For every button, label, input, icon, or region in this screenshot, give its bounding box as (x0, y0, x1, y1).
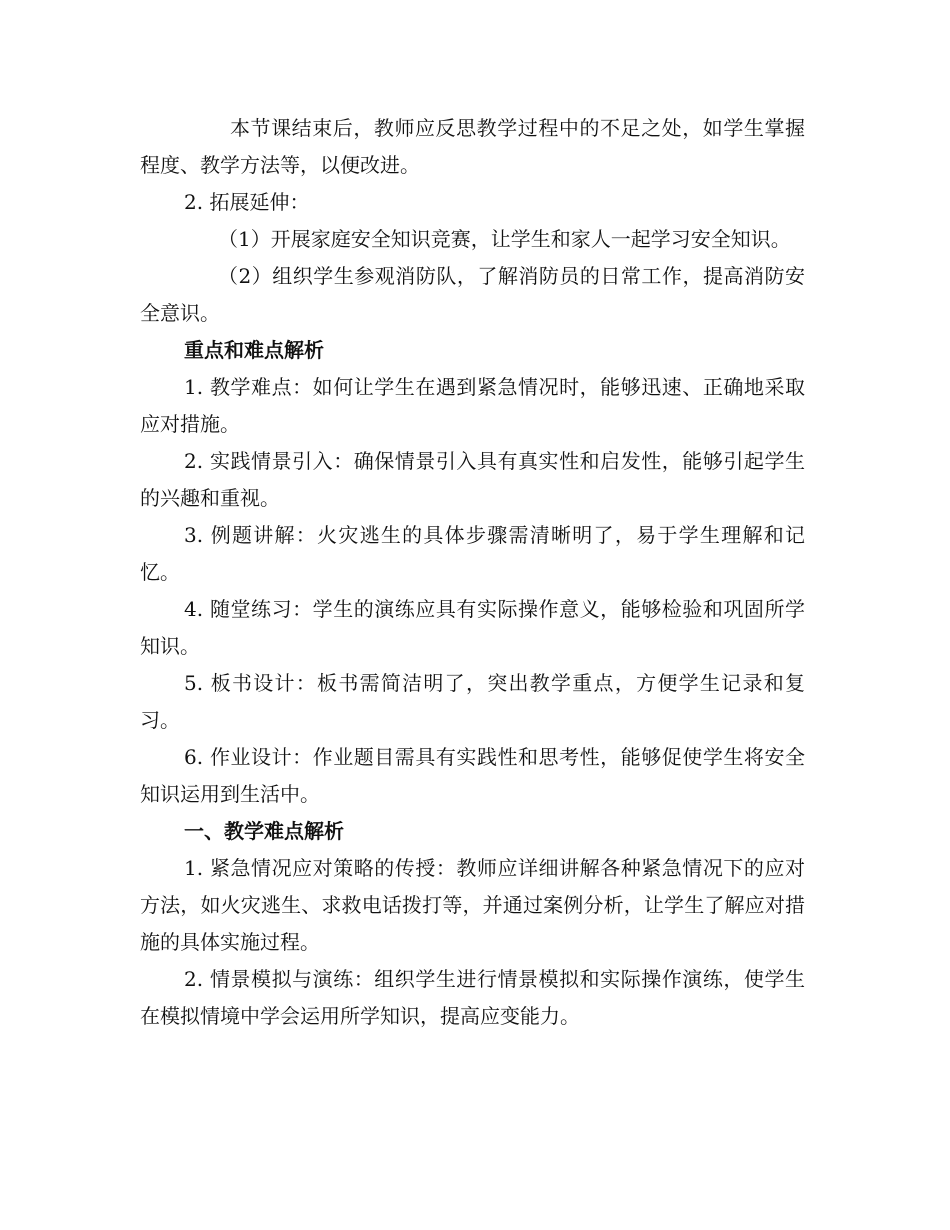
extension-item-1: （1）开展家庭安全知识竞赛，让学生和家人一起学习安全知识。 (218, 227, 791, 251)
key-point-item: 3. 例题讲解：火灾逃生的具体步骤需清晰明了，易于学生理解和记忆。 (140, 523, 805, 584)
extension-item-2: （2）组织学生参观消防队，了解消防员的日常工作，提高消防安全意识。 (140, 264, 805, 325)
section-heading-key-points: 重点和难点解析 (184, 338, 324, 362)
difficulty-item: 1. 紧急情况应对策略的传授：教师应详细讲解各种紧急情况下的应对方法，如火灾逃生、求救电话拨打等，并通过案例分析，让学生了解应对措施的具体实施过程。 (140, 856, 805, 954)
key-point-item: 5. 板书设计：板书需简洁明了，突出教学重点，方便学生记录和复习。 (140, 671, 805, 732)
key-point-item: 6. 作业设计：作业题目需具有实践性和思考性，能够促使学生将安全知识运用到生活中。 (140, 745, 805, 806)
key-point-item: 1. 教学难点：如何让学生在遇到紧急情况时，能够迅速、正确地采取应对措施。 (140, 375, 805, 436)
reflection-paragraph: 本节课结束后，教师应反思教学过程中的不足之处，如学生掌握程度、教学方法等，以便改进。 (140, 116, 805, 177)
difficulty-item: 2. 情景模拟与演练：组织学生进行情景模拟和实际操作演练，使学生在模拟情境中学会运用所学知识，提高应变能力。 (140, 967, 805, 1028)
extension-title: 2. 拓展延伸： (184, 190, 310, 214)
document-page (140, 110, 805, 1035)
key-point-item: 4. 随堂练习：学生的演练应具有实际操作意义，能够检验和巩固所学知识。 (140, 597, 805, 658)
key-point-item: 2. 实践情景引入：确保情景引入具有真实性和启发性，能够引起学生的兴趣和重视。 (140, 449, 805, 510)
section-heading-difficulty: 一、教学难点解析 (184, 819, 344, 843)
